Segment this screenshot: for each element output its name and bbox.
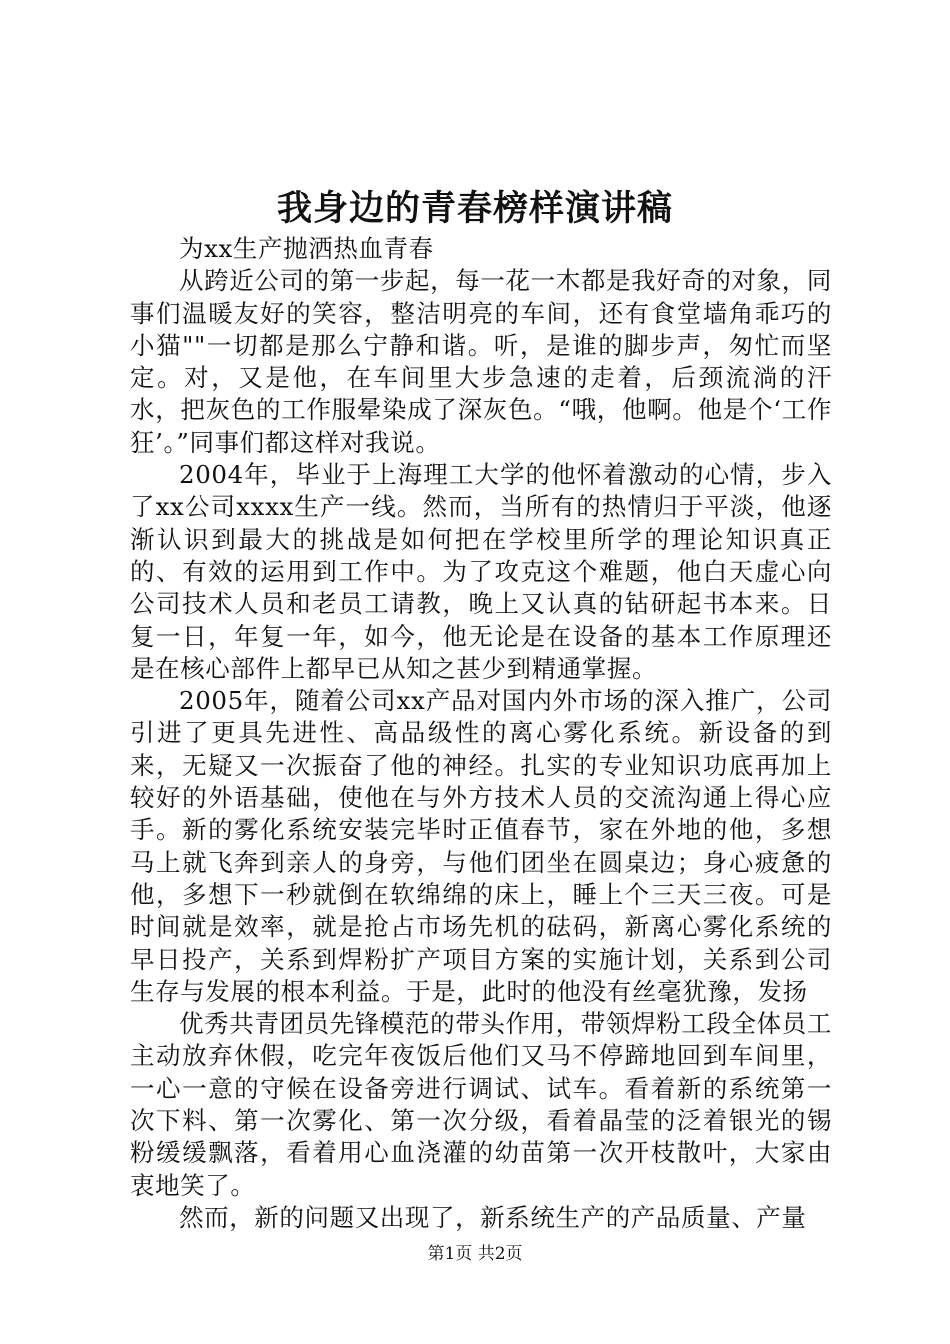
- paragraph: 然而，新的问题又出现了，新系统生产的产品质量、产量: [179, 1202, 807, 1232]
- page-number-footer: 第1页 共2页: [427, 1244, 523, 1264]
- paragraph: 2005年，随着公司xx产品对国内外市场的深入推广，公司引进了更具先进性、高品级性的离心雾化系统。新设备的到来，无疑又一次振奋了他的神经。扎实的专业知识功底再加上较好的外语基础，使他在与外方技术人员的交流沟通上得心应手。新的雾化系统安装完毕时正值春节，家在外地的他，多想马上就飞奔到亲人的身旁，与他们团坐在圆桌边；身心疲惫的他，多想下一秒就倒在软绵绵的床上，睡上个三天三夜。可是时间就是效率，就是抢占市场先机的砝码，新离心雾化系统的早日投产，关系到焊粉扩产项目方案的实施计划，关系到公司生存与发展的根本利益。于是，此时的他没有丝毫犹豫，发扬: [130, 686, 832, 1006]
- paragraph: 优秀共青团员先锋模范的带头作用，带领焊粉工段全体员工主动放弃休假，吃完年夜饭后他们又马不停蹄地回到车间里，一心一意的守候在设备旁进行调试、试车。看着新的系统第一次下料、第一次雾化、第一次分级，看着晶莹的泛着银光的锡粉缓缓飘落，看着用心血浇灌的幼苗第一次开枝散叶，大家由衷地笑了。: [130, 1009, 832, 1200]
- paragraph: 从跨近公司的第一步起，每一花一木都是我好奇的对象，同事们温暖友好的笑容，整洁明亮的车间，还有食堂墙角乖巧的小猫""一切都是那么宁静和谐。听，是谁的脚步声，匆忙而坚定。对，又是他，在车间里大步急速的走着，后颈流淌的汗水，把灰色的工作服晕染成了深灰色。“哦，他啊。他是个‘工作狂’。”同事们都这样对我说。: [130, 266, 832, 457]
- document-title: 我身边的青春榜样演讲稿: [276, 188, 673, 229]
- paragraph: 2004年，毕业于上海理工大学的他怀着激动的心情，步入了xx公司xxxx生产一线。然而，当所有的热情归于平淡，他逐渐认识到最大的挑战是如何把在学校里所学的理论知识真正的、有效的运用到工作中。为了攻克这个难题，他白天虚心向公司技术人员和老员工请教，晚上又认真的钻研起书本来。日复一日，年复一年，如今，他无论是在设备的基本工作原理还是在核心部件上都早已从知之甚少到精通掌握。: [130, 460, 832, 683]
- paragraph-subtitle: 为xx生产抛洒热血青春: [179, 234, 434, 263]
- document-body: [130, 233, 832, 1234]
